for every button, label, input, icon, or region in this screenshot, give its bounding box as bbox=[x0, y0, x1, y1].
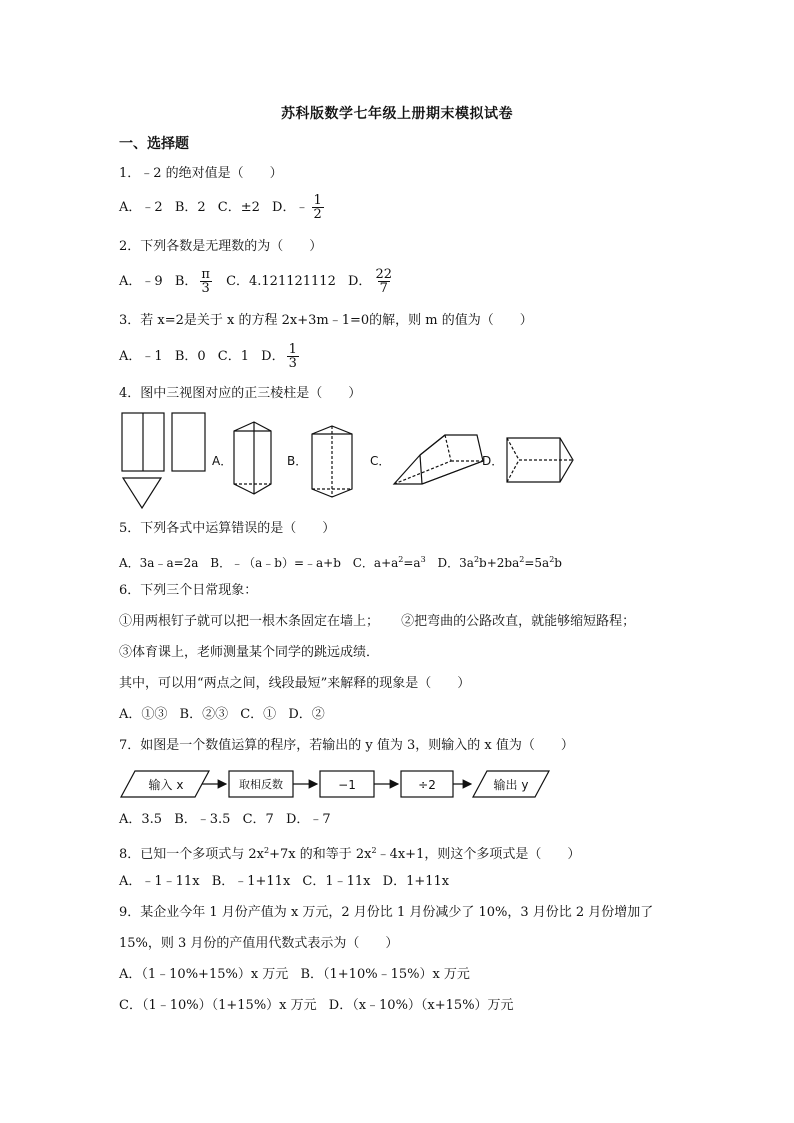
q1-option-d bbox=[272, 193, 326, 222]
q7-option-b: B．﹣3.5 bbox=[174, 812, 231, 827]
q9-option-d: D．（x﹣10%）（x+15%）万元 bbox=[328, 998, 514, 1013]
q7-option-c: C．7 bbox=[242, 812, 274, 827]
q8-option-b: B．﹣1+11x bbox=[211, 874, 291, 889]
prism-option-a bbox=[234, 422, 271, 494]
section-heading: 一、选择题 bbox=[119, 136, 189, 152]
side-view bbox=[172, 413, 205, 471]
q5-option-b: B．﹣（a﹣b）=﹣a+b bbox=[210, 556, 341, 570]
q3-option-d bbox=[261, 342, 301, 371]
prism-label-c: C． bbox=[370, 454, 391, 468]
exponent: 2 bbox=[549, 555, 555, 564]
q6-item-3: ③体育课上，老师测量某个同学的跳远成绩． bbox=[119, 645, 380, 660]
q9-option-a: A．（1﹣10%+15%）x 万元 bbox=[119, 967, 289, 982]
q3-stem: 3．若 x=2是关于 x 的方程 2x+3m﹣1=0的解，则 m 的值为（ ） bbox=[119, 313, 533, 328]
q7-option-a: A．3.5 bbox=[119, 812, 163, 827]
q6-item-2: ②把弯曲的公路改直，就能够缩短路程； bbox=[401, 614, 636, 629]
fraction-denominator: 2 bbox=[313, 207, 322, 222]
fraction-numerator: 22 bbox=[375, 267, 392, 282]
fraction-numerator: π bbox=[201, 267, 210, 282]
q1-option-a: A．﹣2 bbox=[119, 200, 163, 215]
exponent: 2 bbox=[473, 555, 480, 564]
q2-stem: 2．下列各数是无理数的为（ ） bbox=[119, 239, 323, 254]
stem-part: ﹣4x+1，则这个多项式是（ ） bbox=[376, 847, 581, 862]
q2-options bbox=[119, 268, 396, 295]
q9-options-row-1 bbox=[119, 965, 470, 985]
expr-part: =5a bbox=[524, 556, 550, 570]
q6-items-row bbox=[119, 612, 635, 632]
prism-option-c bbox=[394, 435, 483, 484]
q6-option-d: D．② bbox=[288, 707, 325, 722]
q5-option-d bbox=[438, 556, 562, 570]
q2-option-b bbox=[174, 267, 214, 296]
q3-option-a: A．﹣1 bbox=[119, 349, 163, 364]
exponent: 2 bbox=[264, 846, 270, 855]
prism-option-d bbox=[507, 438, 573, 482]
stem-part: +7x 的和等于 2x bbox=[269, 847, 372, 862]
q2-option-b-fraction bbox=[199, 268, 212, 295]
page-title: 苏科版数学七年级上册期末模拟试卷 bbox=[281, 106, 513, 122]
q9-stem-line-2: 15%，则 3 月份的产值用代数式表示为（ ） bbox=[119, 936, 399, 951]
exponent: 3 bbox=[420, 555, 426, 564]
q3-options bbox=[119, 343, 301, 370]
fraction-numerator: 1 bbox=[288, 342, 297, 357]
fraction-denominator: 7 bbox=[379, 281, 388, 296]
q5-option-c bbox=[353, 556, 426, 570]
q2-option-b-label: B． bbox=[174, 274, 198, 289]
flow-input-label: 输入 x bbox=[148, 778, 184, 792]
q1-options bbox=[119, 194, 326, 221]
q6-item-1: ①用两根钉子就可以把一根木条固定在墙上； bbox=[119, 614, 380, 629]
q6-stem: 6．下列三个日常现象： bbox=[119, 583, 258, 598]
q4-stem: 4．图中三视图对应的正三棱柱是（ ） bbox=[119, 386, 362, 401]
q5-option-a: A．3a﹣a=2a bbox=[119, 556, 199, 570]
prism-label-b: B． bbox=[287, 454, 308, 468]
fraction-denominator: 3 bbox=[288, 356, 297, 371]
expr-part: b bbox=[554, 556, 562, 570]
q3-option-d-fraction bbox=[287, 343, 299, 370]
q3-option-d-label: D． bbox=[261, 349, 285, 364]
q6-option-a: A．①③ bbox=[119, 707, 168, 722]
top-view bbox=[123, 478, 161, 508]
q2-option-d bbox=[348, 267, 396, 296]
q7-option-d: D．﹣7 bbox=[285, 812, 331, 827]
q9-option-c: C．（1﹣10%）（1+15%）x 万元 bbox=[119, 998, 317, 1013]
q7-flowchart bbox=[119, 766, 559, 802]
q6-option-c: C．① bbox=[240, 707, 277, 722]
q3-option-c: C．1 bbox=[217, 349, 249, 364]
q8-stem bbox=[119, 841, 580, 865]
expr-part: C．a+a bbox=[352, 556, 399, 570]
q5-stem: 5．下列各式中运算错误的是（ ） bbox=[119, 521, 336, 536]
q6-options bbox=[119, 705, 325, 725]
q5-options bbox=[119, 550, 562, 573]
flow-divide-label: ÷2 bbox=[418, 778, 436, 792]
flow-output-label: 输出 y bbox=[493, 778, 529, 792]
q8-option-d: D．1+11x bbox=[382, 874, 450, 889]
q9-option-b: B．（1+10%﹣15%）x 万元 bbox=[300, 967, 470, 982]
q1-stem: 1．﹣2 的绝对值是（ ） bbox=[119, 166, 283, 181]
q9-stem-line-1: 9．某企业今年 1 月份产值为 x 万元，2 月份比 1 月份减少了 10%，3 月份比 2 月份增加了 bbox=[119, 905, 654, 920]
stem-part: 8．已知一个多项式与 2x bbox=[119, 847, 265, 862]
q2-option-d-label: D． bbox=[348, 274, 372, 289]
expr-part: b+2ba bbox=[479, 556, 520, 570]
q3-option-b: B．0 bbox=[174, 349, 206, 364]
prism-label-a: A． bbox=[212, 454, 233, 468]
q1-option-d-fraction bbox=[312, 194, 324, 221]
exponent: 2 bbox=[371, 846, 377, 855]
q1-option-d-label: D． bbox=[272, 200, 296, 215]
q6-option-b: B．②③ bbox=[179, 707, 229, 722]
q2-option-c: C．4.121121112 bbox=[226, 274, 336, 289]
exponent: 2 bbox=[398, 555, 404, 564]
q2-option-d-fraction bbox=[373, 268, 394, 295]
fraction-numerator: 1 bbox=[313, 193, 322, 208]
expr-part: =a bbox=[403, 556, 421, 570]
q7-stem: 7．如图是一个数值运算的程序，若输出的 y 值为 3，则输入的 x 值为（ ） bbox=[119, 738, 574, 753]
three-view-drawing bbox=[122, 413, 205, 508]
q8-option-c: C．1﹣11x bbox=[302, 874, 371, 889]
prism-option-b bbox=[312, 426, 352, 497]
q7-options bbox=[119, 810, 331, 830]
q1-option-d-sign: ﹣ bbox=[295, 199, 309, 215]
flow-negate-label: 取相反数 bbox=[239, 778, 283, 791]
q6-question: 其中，可以用“两点之间，线段最短”来解释的现象是（ ） bbox=[119, 676, 471, 691]
flow-minus-label: −1 bbox=[338, 778, 356, 792]
q2-option-a: A．﹣9 bbox=[119, 274, 163, 289]
q1-option-c: C．±2 bbox=[217, 200, 260, 215]
q9-options-row-2 bbox=[119, 996, 514, 1016]
q8-option-a: A．﹣1﹣11x bbox=[119, 874, 200, 889]
exponent: 2 bbox=[519, 555, 525, 564]
q8-options bbox=[119, 872, 449, 892]
q1-option-b: B．2 bbox=[174, 200, 206, 215]
expr-part: D．3a bbox=[437, 556, 474, 570]
q4-figures bbox=[119, 408, 589, 514]
prism-label-d: D． bbox=[482, 454, 504, 468]
fraction-denominator: 3 bbox=[201, 281, 210, 296]
